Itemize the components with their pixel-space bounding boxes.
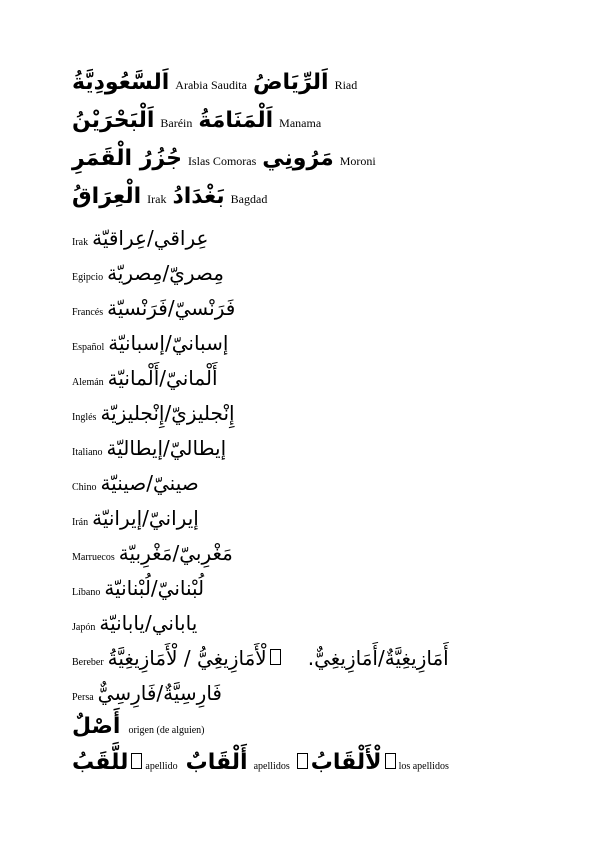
spanish-label: Español	[72, 342, 105, 353]
arabic-main-forms: أَمَازِيغِيَّةٌ/أَمَازِيغِيٌّ.	[307, 646, 449, 670]
spanish-label: Persa	[72, 692, 94, 703]
arabic-nationality: لُبْنانيّ/لُبْنانيّة	[104, 576, 205, 600]
arabic-nationality: مَغْرِبيّ/مَغْرِبيّة	[118, 541, 233, 565]
spanish-country: Baréin	[160, 116, 193, 130]
spanish-label: Irak	[72, 237, 89, 248]
nationality-row	[72, 506, 559, 530]
arabic-nationality: إِنْجليزيّ/إِنْجليزيّة	[100, 401, 235, 425]
arabic-capital: مَرُونِي	[262, 146, 334, 171]
spanish-country: Islas Comoras	[187, 154, 257, 168]
spanish-gloss: origen (de alguien)	[128, 725, 205, 736]
missing-glyph-box	[270, 649, 281, 665]
arabic-forms: فَارِسِيَّةٌ/فَارِسِيٌّ	[97, 681, 222, 705]
spanish-label: Egipcio	[72, 272, 104, 283]
spanish-label: Líbano	[72, 587, 101, 598]
spanish-country: Arabia Saudita	[175, 78, 247, 92]
arabic-word: للَّقَبُ	[72, 750, 129, 775]
nationality-row	[72, 226, 559, 250]
arabic-alt-forms: لْأَمَازِيغِيُّ / لْأَمَازِيغِيَّةُ	[107, 646, 267, 670]
nationality-row	[72, 366, 559, 390]
laqab-row	[72, 750, 559, 775]
capital-row	[72, 70, 559, 95]
missing-glyph-box	[385, 753, 396, 769]
spanish-capital: Manama	[279, 116, 322, 130]
capital-row	[72, 184, 559, 209]
spanish-capital: Riad	[334, 78, 358, 92]
spanish-label: Alemán	[72, 377, 104, 388]
arabic-word: أَصْلٌ	[72, 714, 121, 739]
arabic-nationality: مِصريّ/مِصريّة	[107, 261, 224, 285]
missing-glyph-box	[131, 753, 142, 769]
arabic-nationality: إسبانيّ/إسبانيّة	[108, 331, 229, 355]
spanish-label: Marruecos	[72, 552, 115, 563]
arabic-capital: بَغْدَادُ	[172, 184, 225, 209]
capital-row	[72, 108, 559, 133]
arabic-nationality: إيرانيّ/إيرانيّة	[92, 506, 199, 530]
spanish-label: Irán	[72, 517, 89, 528]
arabic-nationality: ياباني/يابانيّة	[99, 611, 198, 635]
arabic-nationality: إيطاليّ/إيطاليّة	[106, 436, 227, 460]
arabic-word: لْأَلْقَابُ	[310, 750, 382, 775]
nationality-row	[72, 436, 559, 460]
nationality-row	[72, 331, 559, 355]
nationality-row	[72, 261, 559, 285]
capital-row	[72, 146, 559, 171]
arabic-nationality: فَرَنْسيّ/فَرَنْسيّة	[107, 296, 236, 320]
arabic-country: اَلْبَحْرَيْنُ	[72, 108, 155, 133]
arabic-nationality: أَلْمانيّ/أَلْمانيّة	[107, 366, 218, 390]
spanish-label: Bereber	[72, 657, 104, 668]
asl-row	[72, 714, 559, 739]
spanish-gloss: los apellidos	[398, 761, 449, 772]
persa-row	[72, 681, 559, 705]
spanish-label: Francés	[72, 307, 104, 318]
arabic-capital: اَلْمَنَامَةُ	[198, 108, 274, 133]
spanish-label: Chino	[72, 482, 97, 493]
nationality-row	[72, 576, 559, 600]
spanish-label: Italiano	[72, 447, 103, 458]
arabic-nationality: عِراقي/عِراقيّة	[92, 226, 209, 250]
arabic-word: أَلْقَابٌ	[185, 750, 248, 775]
spanish-capital: Bagdad	[230, 192, 268, 206]
nationality-row	[72, 296, 559, 320]
arabic-capital: اَلرِّيَاضُ	[252, 70, 329, 95]
arabic-nationality: صينيّ/صينيّة	[100, 471, 199, 495]
bereber-row	[72, 646, 559, 670]
spanish-capital: Moroni	[339, 154, 376, 168]
arabic-country: اَلسَّعُودِيَّةُ	[72, 70, 170, 95]
arabic-country: الْعِرَاقُ	[72, 184, 142, 209]
spanish-label: Japón	[72, 622, 96, 633]
spanish-gloss: apellido	[145, 761, 178, 772]
nationality-row	[72, 541, 559, 565]
nationality-row	[72, 471, 559, 495]
nationality-row	[72, 611, 559, 635]
nationality-row	[72, 401, 559, 425]
missing-glyph-box	[297, 753, 308, 769]
arabic-country: جُزُرُ الْقَمَرِ	[72, 146, 182, 171]
spanish-label: Inglés	[72, 412, 97, 423]
spanish-country: Irak	[147, 192, 167, 206]
spanish-gloss: apellidos	[253, 761, 290, 772]
